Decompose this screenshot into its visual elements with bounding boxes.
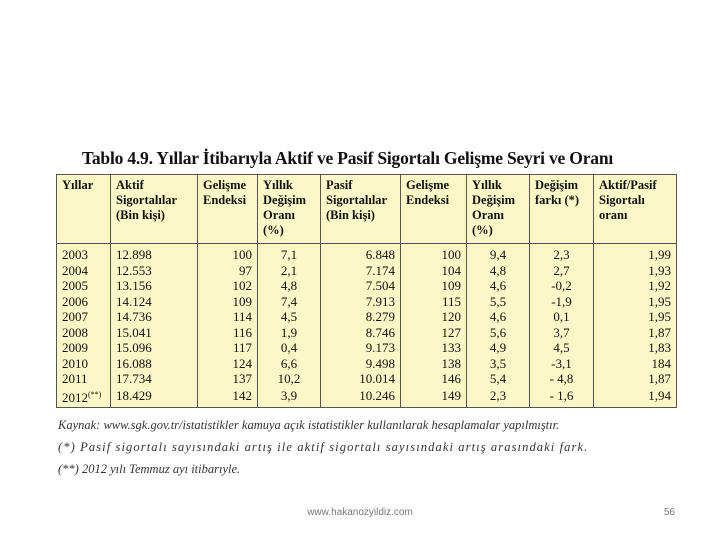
- column-header: Yıllar: [57, 175, 111, 244]
- table-row: [57, 263, 677, 279]
- table-cell: 0,1: [530, 309, 594, 325]
- table-cell: 17.734: [111, 371, 198, 387]
- table-cell: 7.913: [321, 294, 401, 310]
- table-cell: 109: [401, 278, 467, 294]
- table-row: [57, 356, 677, 372]
- column-header: Değişim farkı (*): [530, 175, 594, 244]
- table-cell: 116: [198, 325, 258, 341]
- table-cell: 18.429: [111, 387, 198, 408]
- table-row: [57, 244, 677, 263]
- table-cell: 104: [401, 263, 467, 279]
- table-cell: 1,92: [594, 278, 677, 294]
- source-note: Kaynak: www.sgk.gov.tr/istatistikler kamuya açık istatistikler kullanılarak hesaplamalar yapılmıştır.: [58, 418, 560, 432]
- year-cell: 2011: [57, 371, 111, 387]
- year-cell: 2003: [57, 244, 111, 263]
- table-cell: 127: [401, 325, 467, 341]
- table-cell: 1,9: [258, 325, 321, 341]
- table-cell: 12.553: [111, 263, 198, 279]
- table-cell: 4,6: [467, 309, 530, 325]
- table-cell: 124: [198, 356, 258, 372]
- table-cell: 109: [198, 294, 258, 310]
- table-cell: 115: [401, 294, 467, 310]
- table-cell: 8.746: [321, 325, 401, 341]
- table-cell: 1,93: [594, 263, 677, 279]
- year-cell: 2008: [57, 325, 111, 341]
- table-row: [57, 309, 677, 325]
- table-cell: 15.096: [111, 340, 198, 356]
- insured-statistics-table: [56, 174, 677, 408]
- column-header: Aktif Sigortalılar (Bin kişi): [111, 175, 198, 244]
- table-title: Tablo 4.9. Yıllar İtibarıyla Aktif ve Pasif Sigortalı Gelişme Seyri ve Oranı: [82, 148, 614, 168]
- table-cell: 100: [401, 244, 467, 263]
- table-cell: 2,3: [530, 244, 594, 263]
- table-body: [57, 244, 677, 408]
- table-cell: 7.504: [321, 278, 401, 294]
- table-cell: 137: [198, 371, 258, 387]
- table-cell: 184: [594, 356, 677, 372]
- footer-url: www.hakanozyildiz.com: [307, 507, 413, 518]
- table-cell: 8.279: [321, 309, 401, 325]
- table-cell: 9,4: [467, 244, 530, 263]
- table-cell: 1,99: [594, 244, 677, 263]
- table-cell: 142: [198, 387, 258, 408]
- year-cell: 2006: [57, 294, 111, 310]
- table-cell: 4,5: [258, 309, 321, 325]
- table-cell: 117: [198, 340, 258, 356]
- table-cell: 4,9: [467, 340, 530, 356]
- table-cell: 4,8: [467, 263, 530, 279]
- table-cell: 7.174: [321, 263, 401, 279]
- table-cell: 7,1: [258, 244, 321, 263]
- year-cell: 2012(**): [57, 387, 111, 408]
- table-cell: 5,4: [467, 371, 530, 387]
- table-cell: 10.014: [321, 371, 401, 387]
- table-cell: 4,8: [258, 278, 321, 294]
- table-cell: 114: [198, 309, 258, 325]
- table-cell: 1,87: [594, 371, 677, 387]
- table-cell: 1,83: [594, 340, 677, 356]
- table-cell: 7,4: [258, 294, 321, 310]
- table-cell: 133: [401, 340, 467, 356]
- table-cell: 10,2: [258, 371, 321, 387]
- table-cell: 5,5: [467, 294, 530, 310]
- table-cell: -3,1: [530, 356, 594, 372]
- table-cell: 12.898: [111, 244, 198, 263]
- footnote-difference: (*) Pasif sigortalı sayısındaki artış ile aktif sigortalı sayısındaki artış arasındaki fark.: [58, 440, 589, 454]
- year-cell: 2007: [57, 309, 111, 325]
- table-cell: 97: [198, 263, 258, 279]
- table-cell: 1,87: [594, 325, 677, 341]
- table-cell: 138: [401, 356, 467, 372]
- table-cell: 4,5: [530, 340, 594, 356]
- table-header-row: [57, 175, 677, 244]
- table-cell: 6.848: [321, 244, 401, 263]
- year-cell: 2004: [57, 263, 111, 279]
- table-cell: 10.246: [321, 387, 401, 408]
- table-notes: [58, 414, 678, 480]
- year-cell: 2009: [57, 340, 111, 356]
- page-number: 56: [663, 507, 675, 518]
- column-header: Aktif/Pasif Sigortalı oranı: [594, 175, 677, 244]
- column-header: Yıllık Değişim Oranı (%): [467, 175, 530, 244]
- table-row: [57, 325, 677, 341]
- table-cell: 3,5: [467, 356, 530, 372]
- table-cell: 100: [198, 244, 258, 263]
- year-cell: 2005: [57, 278, 111, 294]
- table-row: [57, 371, 677, 387]
- table-cell: 1,95: [594, 294, 677, 310]
- year-footnote-marker: (**): [88, 389, 102, 399]
- table-row: [57, 294, 677, 310]
- table-cell: 2,3: [467, 387, 530, 408]
- table-cell: 16.088: [111, 356, 198, 372]
- table-cell: 14.736: [111, 309, 198, 325]
- column-header: Yıllık Değişim Oranı (%): [258, 175, 321, 244]
- table-cell: 9.173: [321, 340, 401, 356]
- table-cell: 14.124: [111, 294, 198, 310]
- table-cell: 3,9: [258, 387, 321, 408]
- table-cell: 1,94: [594, 387, 677, 408]
- table-cell: - 1,6: [530, 387, 594, 408]
- footnote-2012: (**) 2012 yılı Temmuz ayı itibarıyle.: [58, 462, 241, 476]
- table-cell: 2,1: [258, 263, 321, 279]
- table-cell: 13.156: [111, 278, 198, 294]
- table-cell: - 4,8: [530, 371, 594, 387]
- table-cell: 4,6: [467, 278, 530, 294]
- table-cell: 15.041: [111, 325, 198, 341]
- table-cell: 9.498: [321, 356, 401, 372]
- table-cell: 146: [401, 371, 467, 387]
- table-row: [57, 387, 677, 408]
- table-cell: 0,4: [258, 340, 321, 356]
- column-header: Gelişme Endeksi: [401, 175, 467, 244]
- column-header: Pasif Sigortalılar (Bin kişi): [321, 175, 401, 244]
- table-cell: 2,7: [530, 263, 594, 279]
- table-cell: -0,2: [530, 278, 594, 294]
- table-cell: 102: [198, 278, 258, 294]
- column-header: Gelişme Endeksi: [198, 175, 258, 244]
- table-cell: 149: [401, 387, 467, 408]
- table-cell: 1,95: [594, 309, 677, 325]
- table-row: [57, 340, 677, 356]
- table-row: [57, 278, 677, 294]
- table-cell: -1,9: [530, 294, 594, 310]
- year-cell: 2010: [57, 356, 111, 372]
- table-cell: 3,7: [530, 325, 594, 341]
- table-cell: 5,6: [467, 325, 530, 341]
- table-cell: 120: [401, 309, 467, 325]
- table-cell: 6,6: [258, 356, 321, 372]
